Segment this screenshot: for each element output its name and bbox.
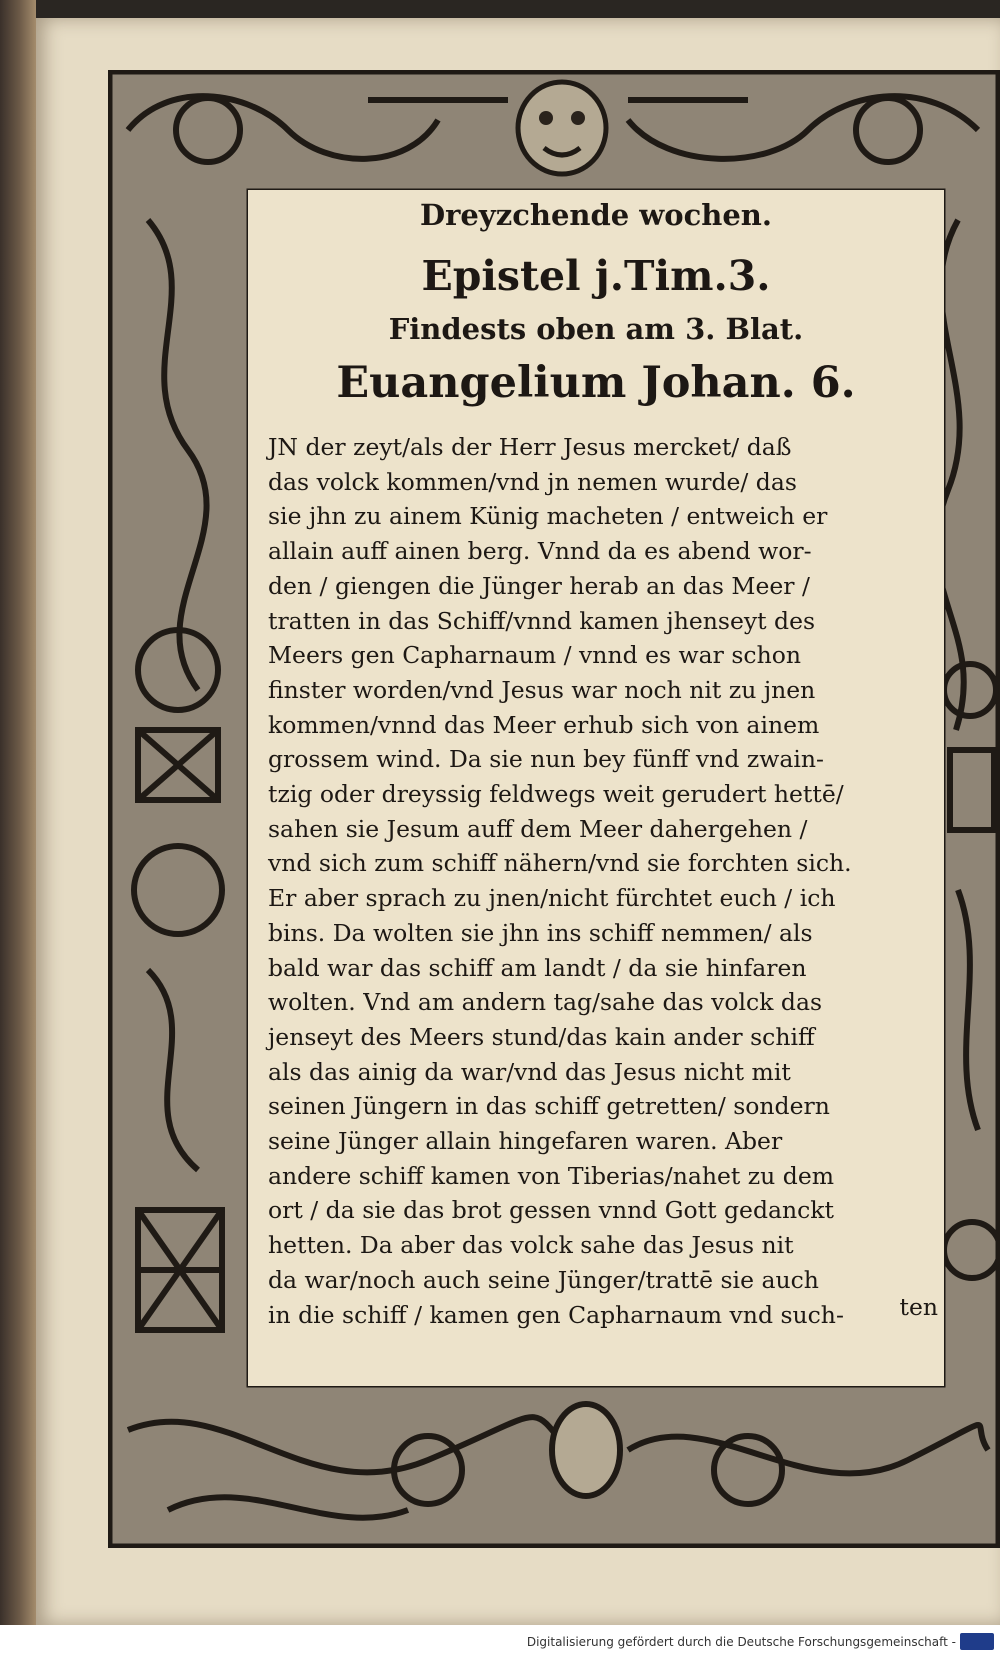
text-line: finster worden/vnd Jesus war noch nit zu jnen — [268, 675, 816, 704]
text-line: hetten. Da aber das volck sahe das Jesus nit — [268, 1231, 794, 1260]
funding-notice: Digitalisierung gefördert durch die Deutsche Forschungsgemeinschaft - — [526, 1635, 956, 1649]
text-line: den / giengen die Jünger herab an das Meer / — [268, 571, 810, 600]
text-line: jenseyt des Meers stund/das kain ander schiff — [268, 1022, 815, 1051]
text-line: JN der zeyt/als der Herr Jesus mercket/ daß — [268, 433, 792, 461]
text-line: da war/noch auch seine Jünger/trattē sie auch — [268, 1265, 819, 1294]
text-line: seinen Jüngern in das schiff getretten/ sondern — [268, 1092, 830, 1121]
text-line: vnd sich zum schiff nähern/vnd sie forchten sich. — [268, 849, 852, 878]
heading-week: Dreyzchende wochen. — [420, 198, 772, 232]
book-binding-edge — [0, 0, 36, 1655]
text-line: wolten. Vnd am andern tag/sahe das volck das — [268, 988, 823, 1017]
text-line: grossem wind. Da sie nun bey fünff vnd zwain- — [268, 745, 824, 774]
text-line: Meers gen Capharnaum / vnnd es war schon — [268, 641, 801, 670]
gospel-text — [268, 430, 938, 1332]
text-line: als das ainig da war/vnd das Jesus nicht mit — [268, 1057, 791, 1086]
dfg-logo — [960, 1633, 994, 1650]
text-line: tzig oder dreyssig feldwegs weit gerudert hettē/ — [268, 780, 844, 809]
text-line: bins. Da wolten sie jhn ins schiff nemmen/ als — [268, 918, 813, 947]
catchword: ten — [899, 1293, 938, 1321]
text-line: sahen sie Jesum auff dem Meer dahergehen / — [268, 814, 808, 843]
heading-epistle: Epistel j.Tim.3. — [421, 252, 771, 300]
text-line: seine Jünger allain hingefaren waren. Aber — [268, 1127, 783, 1156]
text-line: ort / da sie das brot gessen vnnd Gott gedanckt — [268, 1196, 834, 1225]
heading-reference: Findests oben am 3. Blat. — [388, 312, 804, 346]
text-line: bald war das schiff am landt / da sie hinfaren — [268, 953, 807, 982]
text-line: andere schiff kamen von Tiberias/nahet zu dem — [268, 1161, 835, 1190]
text-line: Er aber sprach zu jnen/nicht fürchtet euch / ich — [268, 884, 836, 913]
text-line: tratten in das Schiff/vnnd kamen jhenseyt des — [268, 606, 816, 635]
text-line: kommen/vnnd das Meer erhub sich von ainem — [268, 710, 820, 739]
text-line: das volck kommen/vnd jn nemen wurde/ das — [268, 467, 797, 496]
heading-gospel: Euangelium Johan. 6. — [336, 358, 856, 408]
text-line: allain auff ainen berg. Vnnd da es abend wor- — [268, 537, 812, 566]
text-line: in die schiff / kamen gen Capharnaum vnd such- — [268, 1300, 844, 1329]
text-line: sie jhn zu ainem Künig macheten / entweich er — [268, 502, 828, 531]
